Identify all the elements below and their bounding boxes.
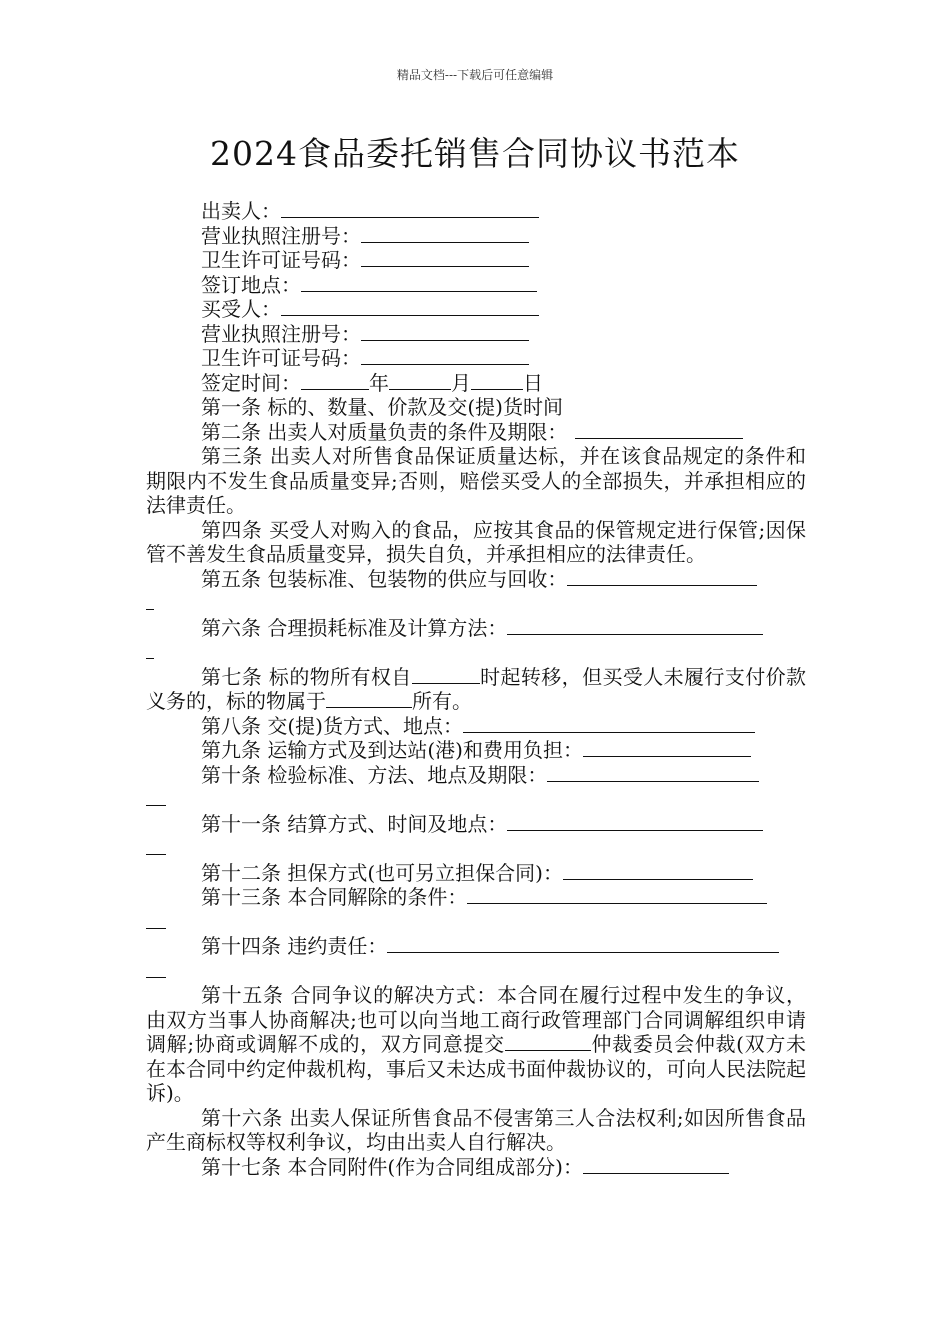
place-label: 签订地点： <box>201 272 301 297</box>
article-8-text: 第八条 交(提)货方式、地点： <box>201 713 463 738</box>
health2-blank <box>361 347 529 365</box>
article-7 <box>146 665 806 714</box>
time-field <box>146 371 806 396</box>
license2-blank <box>361 323 529 341</box>
article-11-overflow <box>146 836 806 861</box>
article-3: 第三条 出卖人对所售食品保证质量达标，并在该食品规定的条件和期限内不发生食品质量变异;否则，赔偿买受人的全部损失，并承担相应的法律责任。 <box>146 444 806 517</box>
health2-label: 卫生许可证号码： <box>201 346 361 370</box>
article-7-part2: 时起转移，但买受人未履行支付价款义务的，标的物属于 <box>146 664 807 713</box>
article-11-dash <box>146 840 166 855</box>
article-6-dash <box>146 644 154 659</box>
document-title: 2024食品委托销售合同协议书范本 <box>210 134 740 173</box>
article-11-blank <box>507 813 763 831</box>
article-2 <box>146 420 806 445</box>
place-blank <box>301 274 537 292</box>
header-note: 精品文档---下载后可任意编辑 <box>396 68 554 82</box>
place-field <box>146 273 806 298</box>
article-15-part1: 第十五条 合同争议的解决方式：本合同在履行过程中发生的争议，由双方当事人协商解决;也可以向当地工商行政管理部门合同调解组织申请调解;协商或调解不成的，双方同意提交 <box>146 983 806 1056</box>
article-13-overflow <box>146 910 806 935</box>
article-10-text: 第十条 检验标准、方法、地点及期限： <box>201 762 548 787</box>
article-10 <box>146 763 806 788</box>
article-12 <box>146 861 806 886</box>
day-blank <box>471 372 523 390</box>
article-10-overflow <box>146 787 806 812</box>
article-12-blank <box>563 862 753 880</box>
seller-blank <box>281 200 539 218</box>
seller-label: 出卖人： <box>201 199 281 223</box>
year-blank <box>301 372 369 390</box>
month-label: 月 <box>451 370 471 395</box>
license1-field <box>146 224 806 249</box>
article-15-part2: 仲裁委员会仲裁(双方未在本合同中约定仲裁机构，事后又未达成书面仲裁协议的，可向人民法院起诉)。 <box>146 1032 806 1105</box>
article-2-text: 第二条 出卖人对质量负责的条件及期限： <box>201 419 568 444</box>
article-11-text: 第十一条 结算方式、时间及地点： <box>201 811 508 836</box>
article-1: 第一条 标的、数量、价款及交(提)货时间 <box>201 395 563 419</box>
license1-blank <box>361 225 529 243</box>
license2-field <box>146 322 806 347</box>
article-14-blank <box>387 935 779 953</box>
buyer-field <box>146 297 806 322</box>
article-15 <box>146 983 806 1106</box>
article-6-text: 第六条 合理损耗标准及计算方法： <box>201 615 508 640</box>
article-5-blank <box>567 568 757 586</box>
time-label: 签定时间： <box>201 370 301 395</box>
article-13-text: 第十三条 本合同解除的条件： <box>201 885 468 909</box>
article-2-blank <box>575 421 743 439</box>
article-17-text: 第十七条 本合同附件(作为合同组成部分)： <box>201 1154 583 1179</box>
article-7-blank2 <box>326 690 412 708</box>
article-14-dash <box>146 963 166 978</box>
buyer-blank <box>281 298 539 316</box>
day-label: 日 <box>523 370 543 395</box>
article-14-overflow <box>146 959 806 984</box>
article-8-blank <box>463 715 755 733</box>
article-13-dash <box>146 914 166 929</box>
month-blank <box>389 372 451 390</box>
health1-label: 卫生许可证号码： <box>201 248 361 272</box>
seller-field <box>146 199 806 224</box>
article-12-text: 第十二条 担保方式(也可另立担保合同)： <box>201 860 563 885</box>
article-14 <box>146 934 806 959</box>
article-6 <box>146 616 806 641</box>
health2-field <box>146 346 806 371</box>
article-4: 第四条 买受人对购入的食品，应按其食品的保管规定进行保管;因保管不善发生食品质量变异，损失自负，并承担相应的法律责任。 <box>146 517 806 566</box>
article-5 <box>146 567 806 592</box>
article-13 <box>146 885 806 910</box>
article-11 <box>146 812 806 837</box>
article-5-dash <box>146 595 154 610</box>
article-7-part3: 所有。 <box>412 689 472 713</box>
buyer-label: 买受人： <box>201 297 281 321</box>
article-15-blank <box>505 1033 591 1051</box>
article-6-overflow <box>146 640 806 665</box>
article-7-part1: 第七条 标的物所有权自 <box>201 664 412 689</box>
article-17 <box>146 1155 806 1180</box>
article-9-text: 第九条 运输方式及到达站(港)和费用负担： <box>201 738 583 762</box>
article-7-blank1 <box>412 666 480 684</box>
article-13-blank <box>467 886 767 904</box>
article-5-overflow <box>146 591 806 616</box>
contract-body <box>146 199 806 1179</box>
year-label: 年 <box>369 370 389 395</box>
article-6-blank <box>507 617 763 635</box>
license1-label: 营业执照注册号： <box>201 223 361 248</box>
health1-field <box>146 248 806 273</box>
article-9 <box>146 738 806 763</box>
health1-blank <box>361 249 529 267</box>
article-14-text: 第十四条 违约责任： <box>201 934 388 958</box>
article-17-blank <box>583 1156 729 1174</box>
article-8 <box>146 714 806 739</box>
article-16: 第十六条 出卖人保证所售食品不侵害第三人合法权利;如因所售食品产生商标权等权利争议，均由出卖人自行解决。 <box>146 1105 806 1154</box>
license2-label: 营业执照注册号： <box>201 321 361 346</box>
article-9-blank <box>583 739 751 757</box>
article-5-text: 第五条 包装标准、包装物的供应与回收： <box>201 566 568 591</box>
article-10-dash <box>146 791 166 806</box>
article-10-blank <box>547 764 759 782</box>
